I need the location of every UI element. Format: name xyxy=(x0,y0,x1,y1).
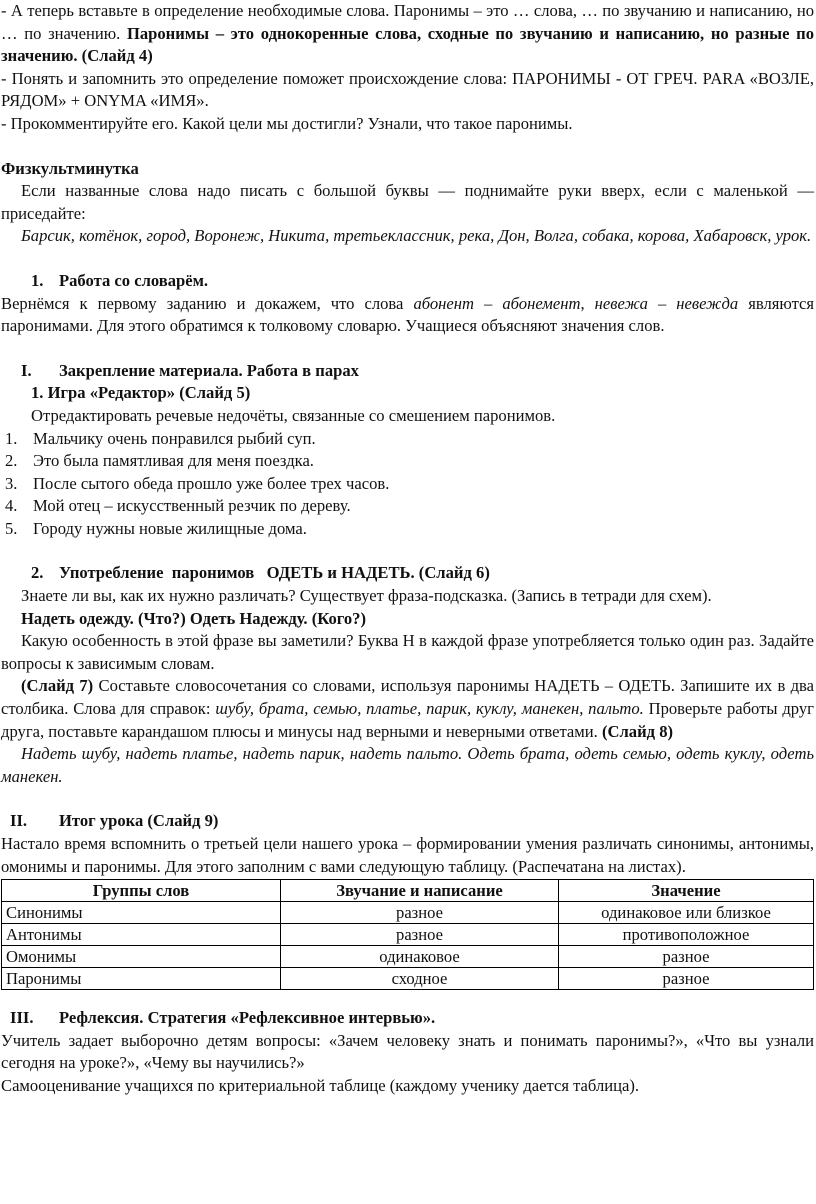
table-cell: Омонимы xyxy=(2,946,281,968)
definition-prompt: - А теперь вставьте в определение необходимые слова. Паронимы – это … слова, … по звучанию и написанию, но … по значению. xyxy=(1,1,814,43)
table-header-row xyxy=(2,880,814,902)
list-item-number: 4. xyxy=(5,496,18,516)
table-row xyxy=(2,946,814,968)
game-heading: 1. Игра «Редактор» (Слайд 5) xyxy=(31,383,251,403)
table-cell: Антонимы xyxy=(2,924,281,946)
word-groups-table xyxy=(1,879,814,990)
section-1-heading xyxy=(1,360,814,383)
usage-answer: Надеть шубу, надеть платье, надеть парик, надеть пальто. Одеть брата, одеть семью, одеть куклу, одеть манекен. xyxy=(1,744,814,786)
list-item-number: 3. xyxy=(5,473,18,493)
etymology-paragraph: - Понять и запомнить это определение поможет происхождение слова: ПАРОНИМЫ - ОТ ГРЕЧ. PARA «ВОЗЛЕ, РЯДОМ» + ONYMA «ИМЯ». xyxy=(1,68,814,111)
usage-heading-number: 2. xyxy=(31,563,44,583)
table-cell: Синонимы xyxy=(2,902,281,924)
list-item xyxy=(1,450,814,473)
section-1-number: I. xyxy=(21,360,32,380)
usage-heading xyxy=(1,562,814,585)
comment-paragraph: - Прокомментируйте его. Какой цели мы достигли? Узнали, что такое паронимы. xyxy=(1,113,573,133)
section-3-heading xyxy=(1,1007,814,1030)
table-row xyxy=(2,968,814,990)
usage-exercise-paragraph xyxy=(1,675,814,743)
dictionary-text-2: являются паронимами. Для этого обратимся к толковому словарю. Учащиеся объясняют значения слов. xyxy=(1,293,815,336)
table-header: Группы слов xyxy=(2,880,281,902)
usage-heading-slide: . (Слайд 6) xyxy=(410,563,490,583)
usage-feature-paragraph: Какую особенность в этой фразе вы заметили? Буква Н в каждой фразе употребляется только один раз. Задайте вопросы к зависимым словам. xyxy=(1,631,814,673)
section-2-number: II. xyxy=(10,811,28,831)
list-item-text: Мальчику очень понравился рыбий суп. xyxy=(33,428,316,448)
table-cell: одинаковое или близкое xyxy=(559,902,814,924)
reference-words: шубу, брата, семью, платье, парик, куклу, манекен, пальто. xyxy=(215,699,644,719)
table-cell: Паронимы xyxy=(2,968,281,990)
list-item-text: Мой отец – искусственный резчик по дереву. xyxy=(33,496,351,516)
spacer xyxy=(1,338,814,360)
table-header: Значение xyxy=(559,880,814,902)
slide-8-label: (Слайд 8) xyxy=(601,721,674,741)
dictionary-paragraph xyxy=(1,293,814,338)
paronym-definition-paragraph xyxy=(1,0,814,68)
list-item-number: 2. xyxy=(5,451,18,471)
dictionary-text-1: Вернёмся к первому заданию и докажем, что слова xyxy=(1,293,414,313)
usage-question: Знаете ли вы, как их нужно различать? Существует фраза-подсказка. (Запись в тетради для схем). xyxy=(21,586,712,606)
usage-mnemonic-phrase: Надеть одежду. (Что?) Одеть Надежду. (Кого?) xyxy=(21,608,366,628)
list-item-number: 5. xyxy=(5,518,18,538)
table-cell: разное xyxy=(281,924,559,946)
fizminutka-title: Физкультминутка xyxy=(1,158,139,178)
table-row xyxy=(2,924,814,946)
fizminutka-words: Барсик, котёнок, город, Воронеж, Никита, третьеклассник, река, Дон, Волга, собака, корова, Хабаровск, урок. xyxy=(21,226,812,246)
list-item-text: Городу нужны новые жилищные дома. xyxy=(33,518,307,538)
list-item xyxy=(1,518,814,541)
table-cell: разное xyxy=(559,946,814,968)
editor-sentences-list xyxy=(1,428,814,541)
usage-heading-title: Употребление паронимов ОДЕТЬ и НАДЕТЬ xyxy=(59,563,411,583)
list-item-number: 1. xyxy=(5,428,18,448)
table-cell: сходное xyxy=(281,968,559,990)
spacer xyxy=(1,136,814,158)
table-cell: разное xyxy=(281,902,559,924)
dictionary-heading-number: 1. xyxy=(31,270,44,290)
self-assessment-paragraph: Самооценивание учащихся по критериальной таблице (каждому ученику дается таблица). xyxy=(1,1075,640,1095)
spacer xyxy=(1,990,814,1007)
section-3-number: III. xyxy=(10,1008,34,1028)
table-cell: одинаковое xyxy=(281,946,559,968)
dictionary-heading-title: Работа со словарём. xyxy=(59,270,209,290)
dictionary-pair-2: невежа – невежда xyxy=(594,293,739,313)
game-task: Отредактировать речевые недочёты, связанные со смешением паронимов. xyxy=(31,405,556,425)
exercise-text-2: Проверьте работы друг друга, поставьте карандашом плюсы и минусы над верными и неверными ответами. xyxy=(1,699,814,741)
section-2-title: Итог урока (Слайд 9) xyxy=(59,811,219,831)
table-header: Звучание и написание xyxy=(281,880,559,902)
list-item-text: После сытого обеда прошло уже более трех часов. xyxy=(33,473,390,493)
spacer xyxy=(1,540,814,562)
slide-7-label: (Слайд 7) xyxy=(21,676,94,696)
table-cell: противоположное xyxy=(559,924,814,946)
list-item xyxy=(1,428,814,451)
dictionary-comma: , xyxy=(580,293,595,313)
list-item xyxy=(1,473,814,496)
spacer xyxy=(1,248,814,270)
list-item-text: Это была памятливая для меня поездка. xyxy=(33,451,314,471)
exercise-text-1: Составьте словосочетания со словами, используя паронимы НАДЕТЬ – ОДЕТЬ. Запишите их в два столбика. Слова для справок: xyxy=(1,676,815,719)
definition-answer: Паронимы – это однокоренные слова, сходные по звучанию и написанию, но разные по значению. (Слайд 4) xyxy=(1,23,814,66)
section-3-title: Рефлексия. Стратегия «Рефлексивное интервью». xyxy=(59,1008,436,1028)
section-2-heading xyxy=(1,810,814,833)
dictionary-pair-1: абонент – абонемент xyxy=(413,293,581,313)
table-row xyxy=(2,902,814,924)
dictionary-heading xyxy=(1,270,814,293)
table-cell: разное xyxy=(559,968,814,990)
fizminutka-instruction: Если названные слова надо писать с большой буквы — поднимайте руки вверх, если с маленькой — приседайте: xyxy=(1,181,814,223)
reflection-paragraph: Учитель задает выборочно детям вопросы: «Зачем человеку знать и понимать паронимы?», «Что вы узнали сегодня на уроке?», «Чему вы научились?» xyxy=(1,1030,814,1073)
section-1-title: Закрепление материала. Работа в парах xyxy=(59,360,359,380)
spacer xyxy=(1,788,814,810)
list-item xyxy=(1,495,814,518)
summary-paragraph: Настало время вспомнить о третьей цели нашего урока – формировании умения различать синонимы, антонимы, омонимы и паронимы. Для этого заполним с вами следующую таблицу. (Распечатана на листах). xyxy=(1,834,814,876)
